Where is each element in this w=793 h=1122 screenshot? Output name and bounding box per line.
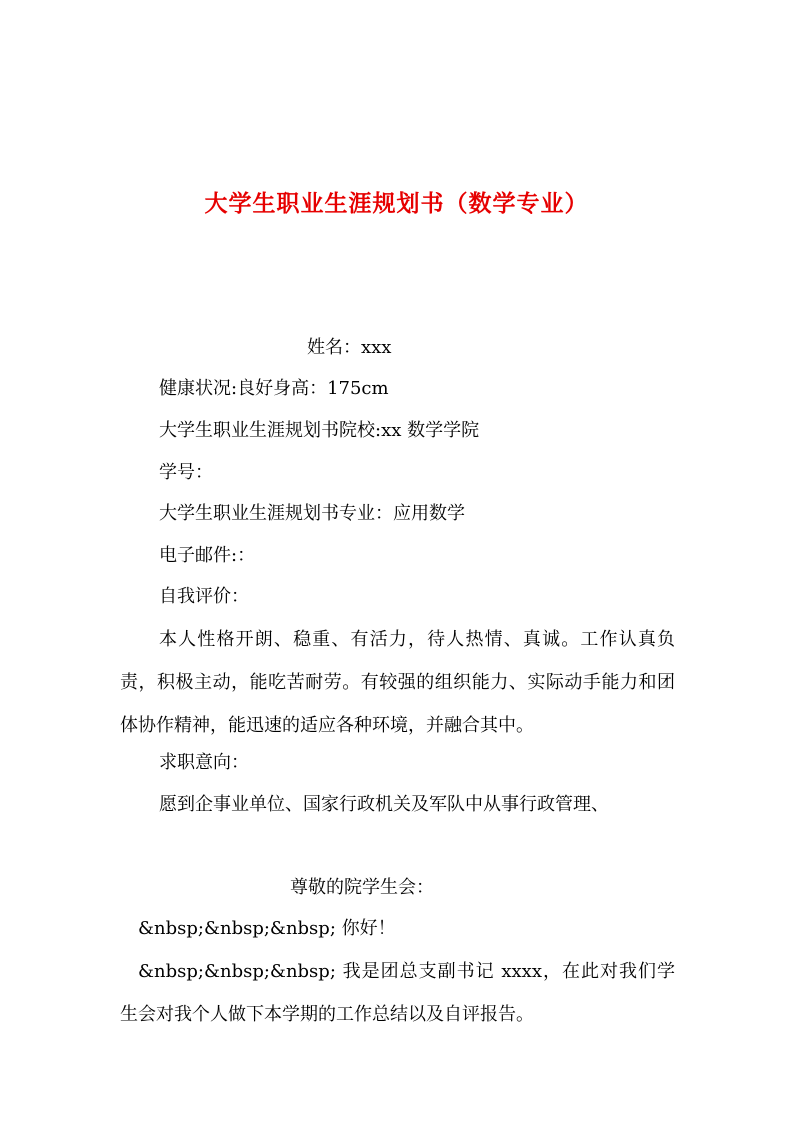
name-line: 姓名：xxx — [307, 337, 392, 358]
job-intent-paragraph: 愿到企事业单位、国家行政机关及军队中从事行政管理、 — [159, 794, 609, 815]
report-paragraph: &nbsp;&nbsp;&nbsp; 我是团总支副书记 xxxx，在此对我们学生会对我个人做下本学期的工作总结以及自评报告。 — [120, 961, 675, 1025]
email-line: 电子邮件:： — [159, 545, 256, 566]
job-intent-heading: 求职意向： — [159, 752, 249, 773]
document-title: 大学生职业生涯规划书（数学专业） — [204, 190, 589, 217]
health-line: 健康状况:良好身高：175cm — [159, 378, 389, 399]
greeting-line: &nbsp;&nbsp;&nbsp; 你好！ — [138, 918, 396, 939]
self-eval-paragraph: 本人性格开朗、稳重、有活力，待人热情、真诚。工作认真负责，积极主动，能吃苦耐劳。有较强的组织能力、实际动手能力和团体协作精神，能迅速的适应各种环境，并融合其中。 — [120, 629, 675, 736]
school-line: 大学生职业生涯规划书院校:xx 数学学院 — [159, 420, 480, 441]
student-id-line: 学号： — [159, 462, 213, 483]
self-eval-heading: 自我评价： — [159, 586, 249, 607]
major-line: 大学生职业生涯规划书专业：应用数学 — [159, 503, 465, 524]
salutation: 尊敬的院学生会： — [290, 877, 434, 898]
